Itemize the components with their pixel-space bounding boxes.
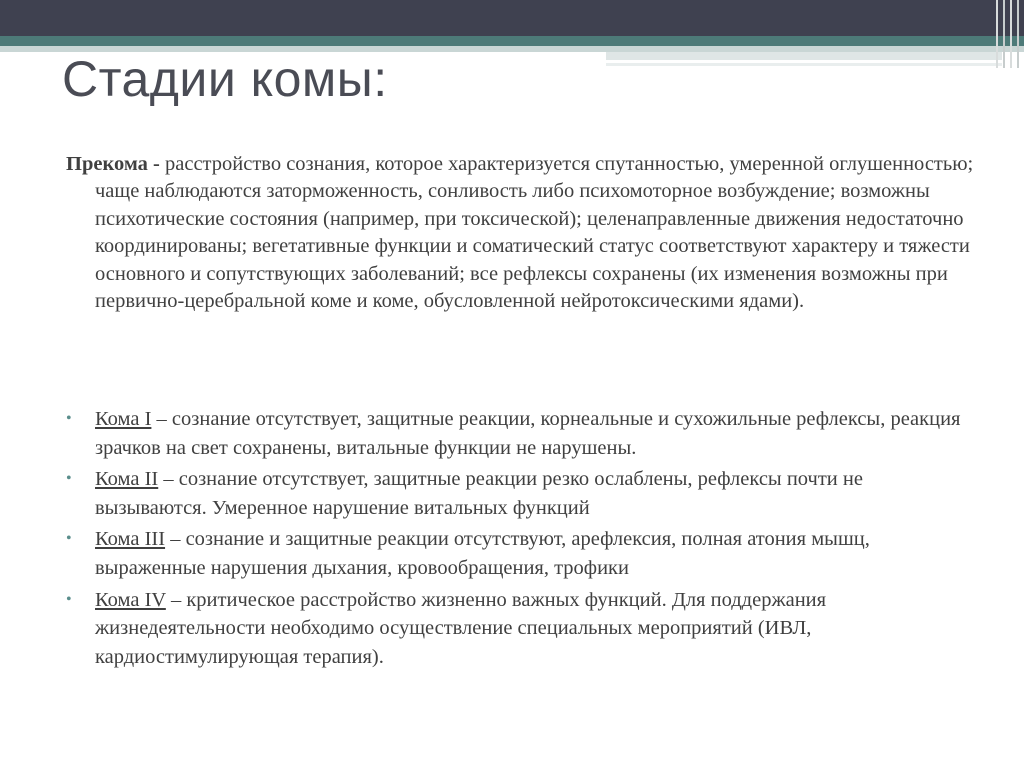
header-accent-strip [606, 52, 1002, 60]
slide-title: Стадии комы: [62, 51, 388, 107]
stage-text: – критическое расстройство жизненно важных функций. Для поддержания жизнедеятельности необходимо осуществление специальных мероприятий (ИВЛ, кардиостимулирующая терапия). [95, 588, 827, 668]
header-bar [0, 0, 1024, 36]
bullet-icon: • [66, 470, 72, 488]
header-accent-band [0, 36, 1024, 46]
bullet-icon: • [66, 590, 72, 608]
precoma-separator: - [147, 153, 165, 175]
stage-name: Кома II [95, 468, 159, 491]
stage-text: – сознание отсутствует, защитные реакции, корнеальные и сухожильные рефлексы, реакция зрачков на свет сохранены, витальные функции не нарушены. [95, 408, 961, 459]
corner-decoration [1010, 0, 1012, 68]
bullet-icon: • [66, 410, 72, 427]
stage-name: Кома IV [95, 588, 166, 611]
precoma-paragraph [66, 151, 995, 315]
stage-text: – сознание отсутствует, защитные реакции резко ослаблены, рефлексы почти не вызываются. Умеренное нарушение витальных функций [95, 468, 863, 519]
precoma-text: расстройство сознания, которое характеризуется спутанностью, умеренной оглушенностью; чаще наблюдаются заторможенность, сонливость либо психомоторное возбуждение; возможны психотические состояния (например, при токсической); целенаправленные движения недостаточно координированы; вегетативные функции и соматический статус соответствуют характеру и тяжести основного и сопутствующих заболеваний; все рефлексы сохранены (их изменения возможны при первично-церебральной коме и коме, обусловленной нейротоксическими ядами). [95, 153, 974, 313]
corner-decoration [996, 0, 998, 68]
coma-stages-list [66, 405, 966, 674]
stage-name: Кома III [95, 528, 166, 551]
list-item [66, 405, 966, 462]
stage-text: – сознание и защитные реакции отсутствуют, арефлексия, полная атония мышц, выраженные нарушения дыхания, кровообращения, трофики [95, 528, 870, 579]
list-item [66, 586, 966, 672]
precoma-term: Прекома [66, 153, 148, 175]
list-item [66, 465, 966, 522]
corner-decoration [1003, 0, 1005, 68]
stage-name: Кома I [95, 408, 152, 430]
bullet-icon: • [66, 530, 72, 548]
header-accent-strip-thin [606, 63, 1002, 66]
corner-decoration [1017, 0, 1019, 68]
list-item [66, 525, 966, 582]
